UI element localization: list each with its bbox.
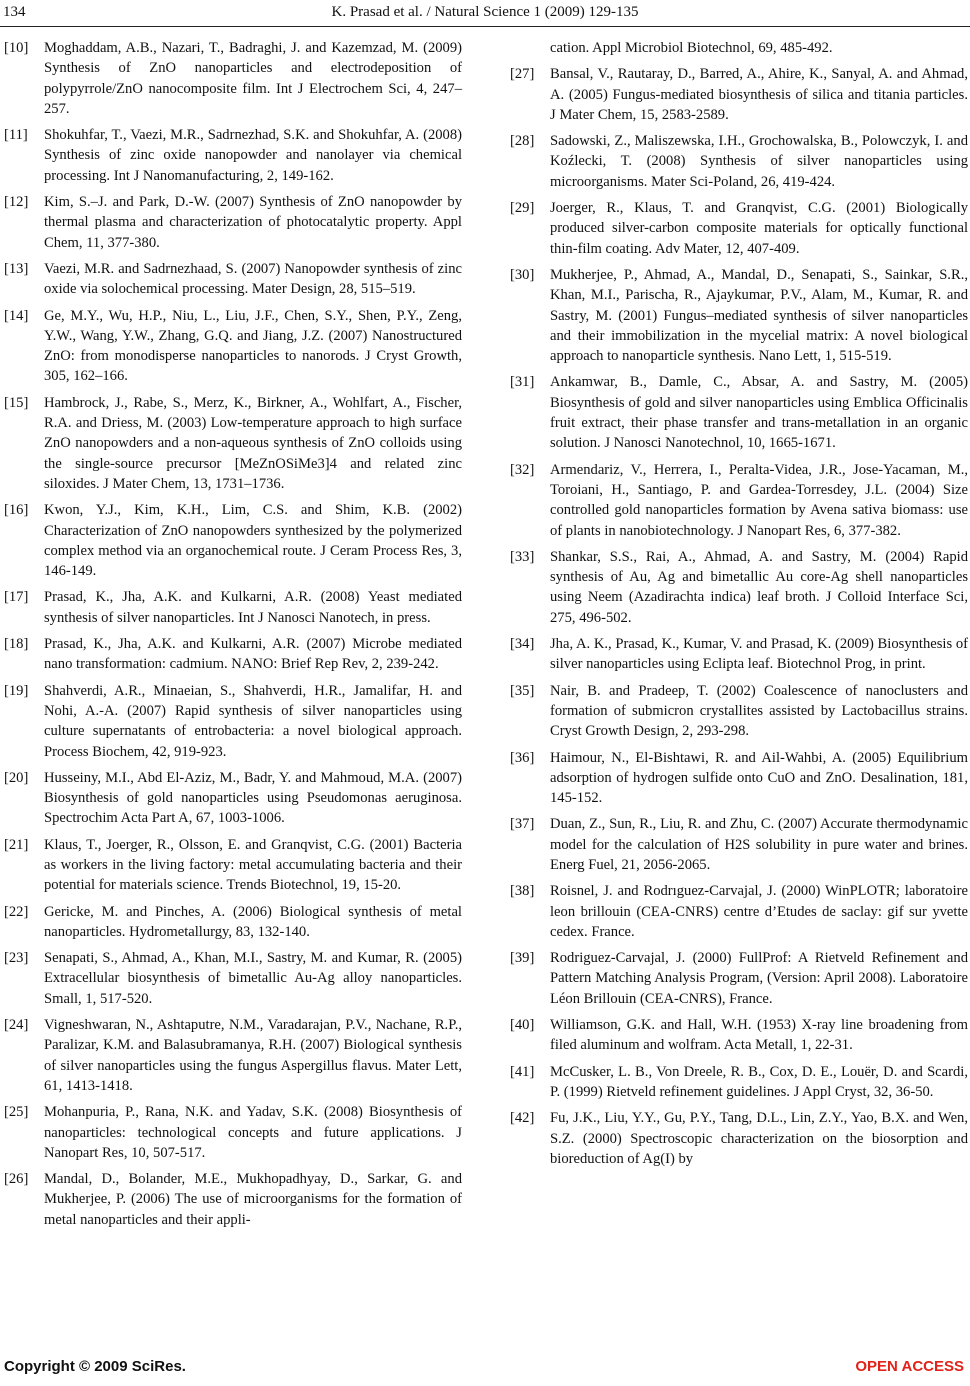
header-rule: [0, 26, 970, 27]
reference-item: [510, 748, 968, 809]
reference-item: [4, 948, 462, 1009]
reference-number: [37]: [510, 816, 535, 833]
reference-item: [510, 460, 968, 541]
reference-text: Ankamwar, B., Damle, C., Absar, A. and Sastry, M. (2005) Biosynthesis of gold and silver nanoparticles using Emblica Officinalis fruit extract, their phase transfer and trans-metallation in an organic solution. J Nanosci Nanotechnol, 10, 1665-1671.: [550, 374, 968, 452]
reference-item: [510, 681, 968, 742]
reference-text: cation. Appl Microbiol Biotechnol, 69, 485-492.: [550, 40, 833, 56]
reference-number: [17]: [4, 589, 29, 606]
reference-continuation: [510, 38, 968, 58]
reference-item: [4, 634, 462, 675]
reference-item: [4, 1015, 462, 1096]
reference-number: [38]: [510, 883, 535, 900]
reference-number: [13]: [4, 260, 29, 277]
reference-number: [33]: [510, 548, 535, 565]
reference-text: Shahverdi, A.R., Minaeian, S., Shahverdi, H.R., Jamalifar, H. and Nohi, A.-A. (2007) Rapid synthesis of silver nanoparticles using culture supernatants of entrobacteria: a novel biological approach. Process Biochem, 42, 919-923.: [44, 682, 462, 760]
left-column: [4, 38, 462, 1236]
reference-text: Bansal, V., Rautaray, D., Barred, A., Ahire, K., Sanyal, A. and Ahmad, A. (2005) Fungus-mediated biosynthesis of silica and titania particles. J Mater Chem, 15, 2583-2589.: [550, 66, 968, 123]
reference-number: [26]: [4, 1171, 29, 1188]
page-header: [0, 4, 970, 26]
reference-text: Joerger, R., Klaus, T. and Granqvist, C.G. (2001) Biologically produced silver-carbon composite materials for optically functional thin-film coating. Adv Mater, 12, 407-409.: [550, 200, 968, 257]
reference-text: Rodriguez-Carvajal, J. (2000) FullProf: A Rietveld Refinement and Pattern Matching Analysis Program, (Version: April 2008). Laboratoire Léon Brillouin (CEA-CNRS), France.: [550, 950, 968, 1007]
reference-text: Jha, A. K., Prasad, K., Kumar, V. and Prasad, K. (2009) Biosynthesis of silver nanoparticles using Eclipta leaf. Biotechnol Prog, in print.: [550, 636, 968, 673]
reference-text: Fu, J.K., Liu, Y.Y., Gu, P.Y., Tang, D.L., Lin, Z.Y., Yao, B.X. and Wen, S.Z. (2000) Spectroscopic characterization on the biosorption and bioreduction of Ag(I) by: [550, 1110, 968, 1167]
reference-text: Mandal, D., Bolander, M.E., Mukhopadhyay, D., Sarkar, G. and Mukherjee, P. (2006) The use of microorganisms for the formation of metal nanoparticles and their appli-: [44, 1171, 462, 1228]
reference-text: Williamson, G.K. and Hall, W.H. (1953) X-ray line broadening from filed aluminum and wolfram. Acta Metall, 1, 22-31.: [550, 1017, 968, 1054]
right-column: [510, 38, 968, 1175]
reference-number: [11]: [4, 127, 28, 144]
reference-number: [16]: [4, 502, 29, 519]
reference-number: [32]: [510, 461, 535, 478]
reference-number: [14]: [4, 307, 29, 324]
reference-text: Gericke, M. and Pinches, A. (2006) Biological synthesis of metal nanoparticles. Hydrometallurgy, 83, 132-140.: [44, 903, 462, 940]
reference-item: [510, 131, 968, 192]
reference-number: [22]: [4, 903, 29, 920]
copyright-notice: Copyright © 2009 SciRes.: [4, 1358, 186, 1375]
reference-text: Vaezi, M.R. and Sadrnezhaad, S. (2007) Nanopowder synthesis of zinc oxide via solochemical processing. Mater Design, 28, 515–519.: [44, 260, 462, 298]
reference-item: [4, 902, 462, 943]
reference-item: [510, 948, 968, 1009]
running-head: K. Prasad et al. / Natural Science 1 (2009) 129-135: [331, 4, 639, 20]
reference-text: Duan, Z., Sun, R., Liu, R. and Zhu, C. (2007) Accurate thermodynamic model for the calculation of H2S solubility in pure water and brines. Energ Fuel, 21, 2056-2065.: [550, 816, 968, 873]
reference-item: [4, 681, 462, 762]
reference-number: [23]: [4, 950, 29, 967]
reference-text: Moghaddam, A.B., Nazari, T., Badraghi, J. and Kazemzad, M. (2009) Synthesis of ZnO nanoparticles and electrodeposition of polypyrrole/ZnO nanocomposite film. Int J Electrochem Sci, 4, 247–257.: [44, 40, 462, 117]
reference-text: Husseiny, M.I., Abd El-Aziz, M., Badr, Y. and Mahmoud, M.A. (2007) Biosynthesis of gold nanoparticles using Pseudomonas aeruginosa. Spectrochim Acta Part A, 67, 1003-1006.: [44, 769, 462, 827]
reference-number: [31]: [510, 374, 535, 391]
reference-text: Nair, B. and Pradeep, T. (2002) Coalescence of nanoclusters and formation of submicron crystallites assisted by Lactobacillus strains. Cryst Growth Design, 2, 293-298.: [550, 682, 968, 740]
reference-number: [30]: [510, 266, 535, 283]
reference-text: Sadowski, Z., Maliszewska, I.H., Grochowalska, B., Polowczyk, I. and Koźlecki, T. (2008) Synthesis of silver nanoparticles using microorganisms. Mater Sci-Poland, 26, 419-424.: [550, 133, 968, 190]
reference-text: Prasad, K., Jha, A.K. and Kulkarni, A.R. (2008) Yeast mediated synthesis of silver nanoparticles. Int J Nanosci Nanotech, in press.: [44, 589, 462, 626]
reference-item: [4, 1102, 462, 1163]
reference-text: Kim, S.–J. and Park, D.-W. (2007) Synthesis of ZnO nanopowder by thermal plasma and characterization of photocatalytic property. Appl Chem, 11, 377-380.: [44, 194, 462, 251]
reference-number: [25]: [4, 1104, 29, 1121]
reference-text: Prasad, K., Jha, A.K. and Kulkarni, A.R. (2007) Microbe mediated nano transformation: cadmium. NANO: Brief Rep Rev, 2, 239-242.: [44, 636, 462, 673]
reference-item: [4, 500, 462, 581]
reference-item: [510, 265, 968, 366]
reference-text: Mohanpuria, P., Rana, N.K. and Yadav, S.K. (2008) Biosynthesis of nanoparticles: technological concepts and future applications. J Nanopart Res, 10, 507-517.: [44, 1104, 462, 1161]
reference-item: [4, 259, 462, 300]
reference-item: [4, 1169, 462, 1230]
reference-item: [4, 38, 462, 119]
reference-number: [35]: [510, 682, 535, 699]
reference-text: Kwon, Y.J., Kim, K.H., Lim, C.S. and Shim, K.B. (2002) Characterization of ZnO nanopowders synthesized by the polymerized complex method via an organochemical route. J Ceram Process Res, 3, 146-149.: [44, 502, 462, 580]
open-access-label: OPEN ACCESS: [855, 1358, 964, 1375]
reference-text: Hambrock, J., Rabe, S., Merz, K., Birkner, A., Wohlfart, A., Fischer, R.A. and Driess, M. (2003) Low-temperature approach to high surface ZnO nanopowders and a non-aqueous synthesis of ZnO colloids using the single-source precursor [MeZnOSiMe3]4 and related zinc siloxides. J Mater Chem, 13, 1731–1736.: [44, 394, 462, 492]
reference-item: [4, 192, 462, 253]
reference-text: Armendariz, V., Herrera, I., Peralta-Videa, J.R., Jose-Yacaman, M., Toroiani, H., Santiago, P. and Gardea-Torresdey, J.L. (2004) Size controlled gold nanoparticles formation by Avena sativa biomass: use of plants in nanobiotechnology. J Nanopart Res, 6, 377-382.: [550, 461, 968, 539]
reference-text: Shankar, S.S., Rai, A., Ahmad, A. and Sastry, M. (2004) Rapid synthesis of Au, Ag and bimetallic Au core-Ag shell nanoparticles using Neem (Azadirachta indica) leaf broth. J Colloid Interface Sci, 275, 496-502.: [550, 548, 968, 626]
reference-item: [510, 634, 968, 675]
reference-text: McCusker, L. B., Von Dreele, R. B., Cox, D. E., Louër, D. and Scardi, P. (1999) Rietveld refinement guidelines. J Appl Cryst, 32, 36-50.: [550, 1063, 968, 1100]
reference-text: Vigneshwaran, N., Ashtaputre, N.M., Varadarajan, P.V., Nachane, R.P., Paralizar, K.M. and Balasubramanya, R.H. (2007) Biological synthesis of silver nanoparticles using the fungus Aspergillus flavus. Mater Lett, 61, 1413-1418.: [44, 1017, 462, 1094]
reference-number: [12]: [4, 194, 29, 211]
reference-text: Klaus, T., Joerger, R., Olsson, E. and Granqvist, C.G. (2001) Bacteria as workers in the living factory: metal accumulating bacteria and their potential for materials science. Trends Biotechnol, 19, 15-20.: [44, 836, 462, 894]
page-number: 134: [3, 4, 26, 20]
reference-item: [4, 587, 462, 628]
reference-text: Roisnel, J. and Rodrıguez-Carvajal, J. (2000) WinPLOTR; laboratoire leon brillouin (CEA-CNRS) centre d’Etudes de saclay: gif sur yvette cedex. France.: [550, 883, 968, 940]
reference-number: [34]: [510, 636, 535, 653]
reference-text: Shokuhfar, T., Vaezi, M.R., Sadrnezhad, S.K. and Shokuhfar, A. (2008) Synthesis of zinc oxide nanopowder and nanolayer via chemical processing. Int J Nanomanufacturing, 2, 149-162.: [44, 127, 462, 184]
reference-number: [29]: [510, 200, 535, 217]
reference-number: [27]: [510, 66, 535, 83]
reference-item: [510, 881, 968, 942]
reference-item: [510, 1062, 968, 1103]
reference-number: [24]: [4, 1017, 29, 1034]
reference-item: [4, 393, 462, 494]
reference-text: Ge, M.Y., Wu, H.P., Niu, L., Liu, J.F., Chen, S.Y., Shen, P.Y., Zeng, Y.W., Wang, Y.W., Zhang, G.Q. and Jiang, J.Z. (2007) Nanostructured ZnO: from monodisperse nanoparticles to nanorods. J Cryst Growth, 305, 162–166.: [44, 307, 462, 385]
reference-item: [510, 64, 968, 125]
reference-item: [4, 768, 462, 829]
reference-number: [15]: [4, 394, 29, 411]
reference-number: [40]: [510, 1017, 535, 1034]
reference-item: [4, 125, 462, 186]
page-footer: [0, 1358, 970, 1382]
reference-number: [42]: [510, 1110, 535, 1127]
reference-number: [39]: [510, 950, 535, 967]
reference-number: [21]: [4, 836, 29, 853]
reference-item: [510, 198, 968, 259]
reference-item: [510, 372, 968, 453]
reference-number: [19]: [4, 682, 29, 699]
reference-text: Haimour, N., El-Bishtawi, R. and Ail-Wahbi, A. (2005) Equilibrium adsorption of hydrogen sulfide onto CuO and ZnO. Desalination, 181, 145-152.: [550, 749, 968, 807]
reference-number: [36]: [510, 749, 535, 766]
reference-number: [41]: [510, 1063, 535, 1080]
reference-number: [28]: [510, 133, 535, 150]
reference-number: [20]: [4, 769, 29, 786]
reference-item: [4, 835, 462, 896]
reference-item: [4, 306, 462, 387]
reference-number: [18]: [4, 636, 29, 653]
reference-item: [510, 814, 968, 875]
reference-item: [510, 547, 968, 628]
reference-number: [10]: [4, 40, 29, 56]
reference-item: [510, 1015, 968, 1056]
reference-text: Mukherjee, P., Ahmad, A., Mandal, D., Senapati, S., Sainkar, S.R., Khan, M.I., Parischa, R., Ajaykumar, P.V., Alam, M., Kumar, R. and Sastry, M. (2001) Fungus–mediated synthesis of silver nanoparticles and their immobilization in the mycelial matrix: A novel biological approach to nanoparticle synthesis. Nano Lett, 1, 515-519.: [550, 266, 968, 365]
reference-item: [510, 1108, 968, 1169]
reference-text: Senapati, S., Ahmad, A., Khan, M.I., Sastry, M. and Kumar, R. (2005) Extracellular biosynthesis of bimetallic Au-Ag alloy nanoparticles. Small, 1, 517-520.: [44, 950, 462, 1007]
